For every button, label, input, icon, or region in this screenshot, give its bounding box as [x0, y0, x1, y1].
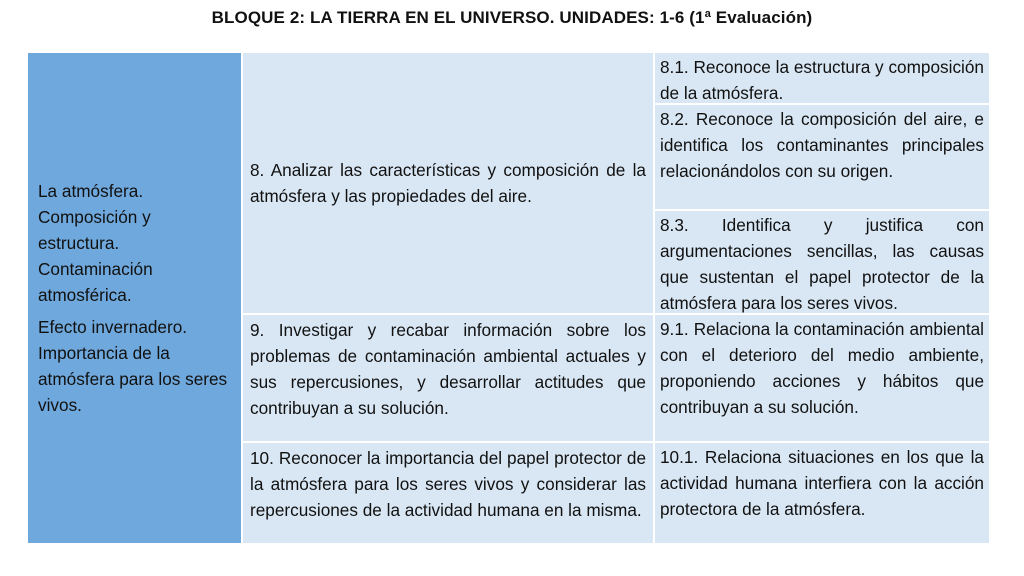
standard-8-1-cell: 8.1. Reconoce la estructura y composición de la atmósfera.	[654, 52, 990, 104]
page-title: BLOQUE 2: LA TIERRA EN EL UNIVERSO. UNIDADES: 1-6 (1ª Evaluación)	[211, 8, 813, 27]
criterion-9-cell: 9. Investigar y recabar información sobre los problemas de contaminación ambiental actuales y sus repercusiones, y desarrollar actitudes que contribuyan a su solución.	[242, 314, 654, 442]
standard-8-3-cell: 8.3. Identifica y justifica con argumentaciones sencillas, las causas que sustentan el papel protector de la atmósfera para los seres vivos.	[654, 210, 990, 314]
criterion-8-text: 8. Analizar las características y composición de la atmósfera y las propiedades del aire.	[250, 160, 646, 206]
contents-paragraph-1: La atmósfera. Composición y estructura. Contaminación atmosférica.	[38, 181, 153, 305]
contents-cell	[27, 52, 242, 544]
standard-9-1-cell: 9.1. Relaciona la contaminación ambiental con el deterioro del medio ambiente, proponiendo acciones y hábitos que contribuyan a su solución.	[654, 314, 990, 442]
criterion-10-cell: 10. Reconocer la importancia del papel protector de la atmósfera para los seres vivos y considerar las repercusiones de la actividad humana en la misma.	[242, 442, 654, 544]
curriculum-table	[27, 52, 990, 544]
contents-paragraph-2: Efecto invernadero. Importancia de la atmósfera para los seres vivos.	[38, 317, 228, 415]
standard-10-1-cell: 10.1. Relaciona situaciones en los que la actividad humana interfiera con la acción protectora de la atmósfera.	[654, 442, 990, 544]
standard-8-2-cell: 8.2. Reconoce la composición del aire, e identifica los contaminantes principales relacionándolos con su origen.	[654, 104, 990, 210]
criterion-8-cell	[242, 52, 654, 314]
